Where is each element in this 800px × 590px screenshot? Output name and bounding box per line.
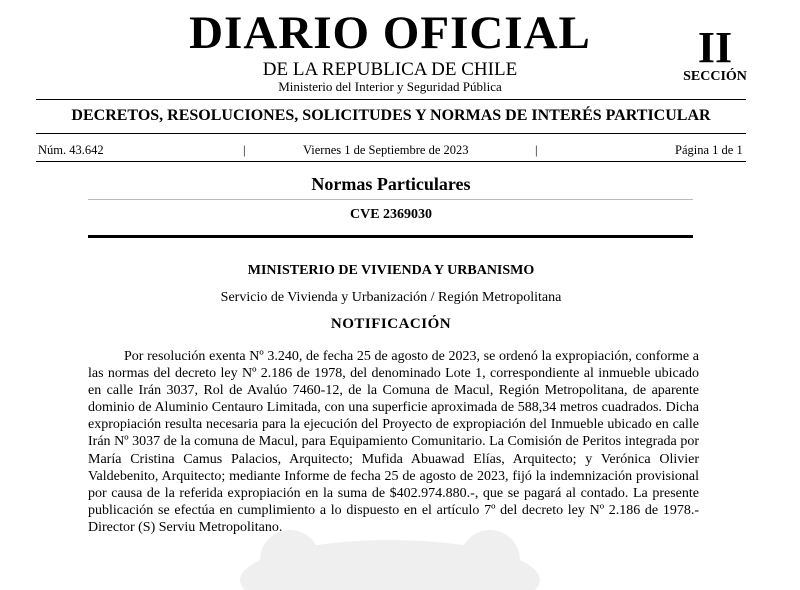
coat-of-arms-watermark [230, 520, 550, 590]
notice-body: Por resolución exenta Nº 3.240, de fecha 25 de agosto de 2023, se ordenó la expropiación, conforme a las normas del decreto ley Nº 2.186 de 1978, del denominado Lote 1, correspondiente al inmueble ubicado en calle Irán 3037, Rol de Avalúo 7460-12, de la Comuna de Macul, Región Metropolitana, de aparente dominio de Aluminio Centauro Limitada, con una superficie aproximada de 588,34 metros cuadrados. Dicha expropiación resulta necesaria para la ejecución del Proyecto de expropiación del Inmueble ubicado en calle Irán Nº 3037 de la comuna de Macul, para Equipamiento Comunitario. La Comisión de Peritos integrada por María Cristina Camus Palacios, Arquitecto; Mufida Abuawad Elías, Arquitecto; y Verónica Olivier Valdebenito, Arquitecto; mediante Informe de fecha 25 de agosto de 2023, fijó la indemnización provisional por causa de la referida expropiación en la suma de $402.974.880.-, que se pagará al contado. La presente publicación se efectúa en cumplimiento a lo dispuesto en el artículo 7º del decreto ley Nº 2.186 de 1978.- Director (S) Serviu Metropolitano. [88, 349, 699, 535]
section-heading: Normas Particulares [311, 174, 471, 194]
section-label: SECCIÓN [683, 69, 747, 84]
notice-service: Servicio de Vivienda y Urbanización / Región Metropolitana [220, 290, 562, 305]
notice-title: NOTIFICACIÓN [330, 316, 452, 332]
band-top-rule [36, 99, 746, 100]
heading-rule [88, 199, 693, 200]
notice-ministry: MINISTERIO DE VIVIENDA Y URBANISMO [247, 263, 535, 278]
issue-number: Núm. 43.642 [38, 143, 104, 157]
meta-separator: | [243, 143, 246, 157]
band-bottom-rule [36, 133, 746, 134]
masthead-subtitle: DE LA REPUBLICA DE CHILE [262, 59, 518, 80]
meta-separator: | [535, 143, 538, 157]
section-number: II [697, 23, 733, 72]
masthead-ministry: Ministerio del Interior y Seguridad Pública [278, 79, 502, 94]
band-title: DECRETOS, RESOLUCIONES, SOLICITUDES Y NORMAS DE INTERÉS PARTICULAR [71, 107, 711, 124]
masthead-title: DIARIO OFICIAL [189, 7, 591, 59]
page-indicator: Página 1 de 1 [675, 143, 743, 157]
cve-rule [88, 235, 693, 238]
cve-code: CVE 2369030 [349, 207, 433, 222]
issue-date: Viernes 1 de Septiembre de 2023 [303, 143, 469, 157]
meta-rule [36, 161, 746, 162]
